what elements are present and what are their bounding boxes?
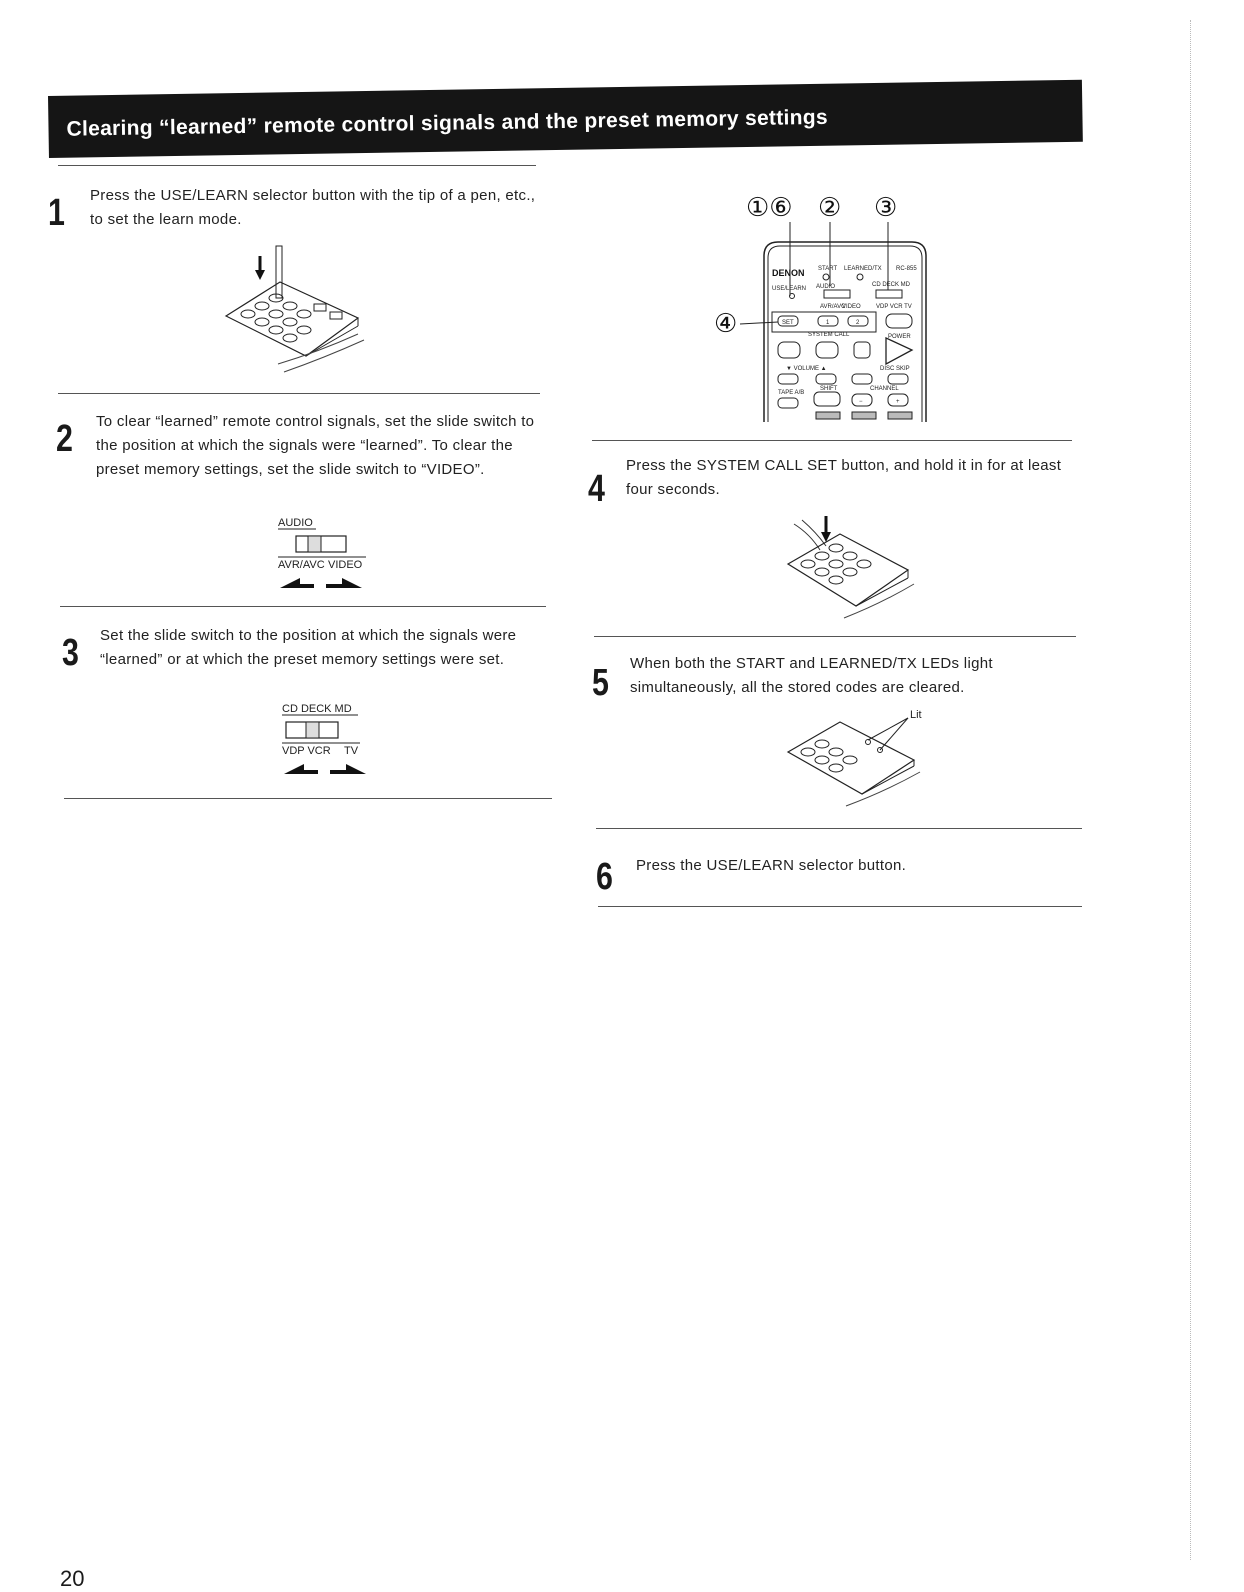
remote-label-tape-ab: TAPE A/B: [778, 390, 805, 396]
remote-label-avr-avc: AVR/AVC: [820, 304, 846, 310]
divider: [596, 828, 1082, 829]
remote-label-2: 2: [856, 320, 860, 326]
page-number: 20: [60, 1566, 85, 1591]
remote-label-set: SET: [782, 320, 794, 326]
step-6-number: 6: [596, 856, 613, 898]
remote-model: RC-855: [896, 266, 917, 272]
switch-label-avr-avc: AVR/AVC: [278, 559, 325, 571]
remote-label-audio: AUDIO: [816, 284, 836, 290]
remote-label-1: 1: [826, 320, 830, 326]
remote-label-learned-tx: LEARNED/TX: [844, 266, 882, 272]
remote-label-channel: CHANNEL: [870, 386, 899, 392]
switch-label-vdp-vcr: VDP VCR: [282, 745, 331, 757]
divider: [594, 636, 1076, 637]
pen-press-illustration: [218, 244, 368, 374]
slide-switch-audio-video: [270, 514, 380, 594]
remote-label-vdp-vcr-tv: VDP VCR TV: [876, 304, 912, 310]
remote-label-video: VIDEO: [842, 304, 861, 310]
divider: [598, 906, 1082, 907]
divider: [60, 606, 546, 607]
remote-brand: DENON: [772, 268, 805, 278]
divider: [58, 393, 540, 394]
section-title-banner: [48, 80, 1083, 158]
remote-label-cd-deck-md: CD DECK MD: [872, 282, 911, 288]
callout-2: ②: [818, 193, 842, 223]
divider: [592, 440, 1072, 441]
step-4-text: Press the SYSTEM CALL SET button, and hold it in for at least four seconds.: [626, 457, 1062, 498]
switch-label-video: VIDEO: [328, 559, 363, 571]
remote-label-volume: ▼ VOLUME ▲: [786, 366, 827, 372]
callout-3: ③: [874, 193, 898, 223]
step-6-text: Press the USE/LEARN selector button.: [636, 857, 907, 874]
step-1-number: 1: [48, 192, 65, 234]
remote-label-power: POWER: [888, 334, 911, 340]
remote-control-diagram: [712, 186, 942, 422]
section-title: Clearing “learned” remote control signals and the preset memory settings: [66, 105, 829, 141]
step-5-text: When both the START and LEARNED/TX LEDs light simultaneously, all the stored codes are cleared.: [630, 655, 993, 696]
lit-label: Lit: [910, 709, 922, 721]
step-5-number: 5: [592, 662, 609, 704]
leds-lit-illustration: [784, 706, 944, 810]
slide-switch-cd-tv: [276, 700, 386, 780]
step-4-number: 4: [588, 468, 605, 510]
switch-label-cd-deck-md: CD DECK MD: [282, 703, 352, 715]
callout-4: ④: [714, 309, 738, 339]
remote-label-system-call: SYSTEM CALL: [808, 332, 850, 338]
step-2-number: 2: [56, 418, 73, 460]
remote-label-use-learn: USE/LEARN: [772, 286, 807, 292]
remote-label-start: START: [818, 266, 838, 272]
divider: [58, 165, 536, 166]
step-2-text: To clear “learned” remote control signals, set the slide switch to the position at which the signals were “learned”. To clear the preset memory settings, set the slide switch to “VIDEO”.: [96, 413, 535, 478]
step-3-text: Set the slide switch to the position at which the signals were “learned” or at which the preset memory settings were set.: [100, 627, 517, 668]
divider: [64, 798, 552, 799]
remote-label-minus: −: [859, 399, 863, 405]
remote-label-plus: +: [896, 399, 900, 405]
remote-label-disc-skip: DISC SKIP: [880, 366, 910, 372]
page-edge: [1190, 20, 1192, 1560]
switch-label-tv: TV: [344, 745, 359, 757]
callout-1-6: ①⑥: [746, 193, 793, 223]
remote-label-shift: SHIFT: [820, 386, 838, 392]
hold-button-illustration: [780, 514, 920, 624]
step-3-number: 3: [62, 632, 79, 674]
switch-label-audio: AUDIO: [278, 517, 313, 529]
step-1-text: Press the USE/LEARN selector button with the tip of a pen, etc., to set the learn mode.: [90, 187, 536, 228]
